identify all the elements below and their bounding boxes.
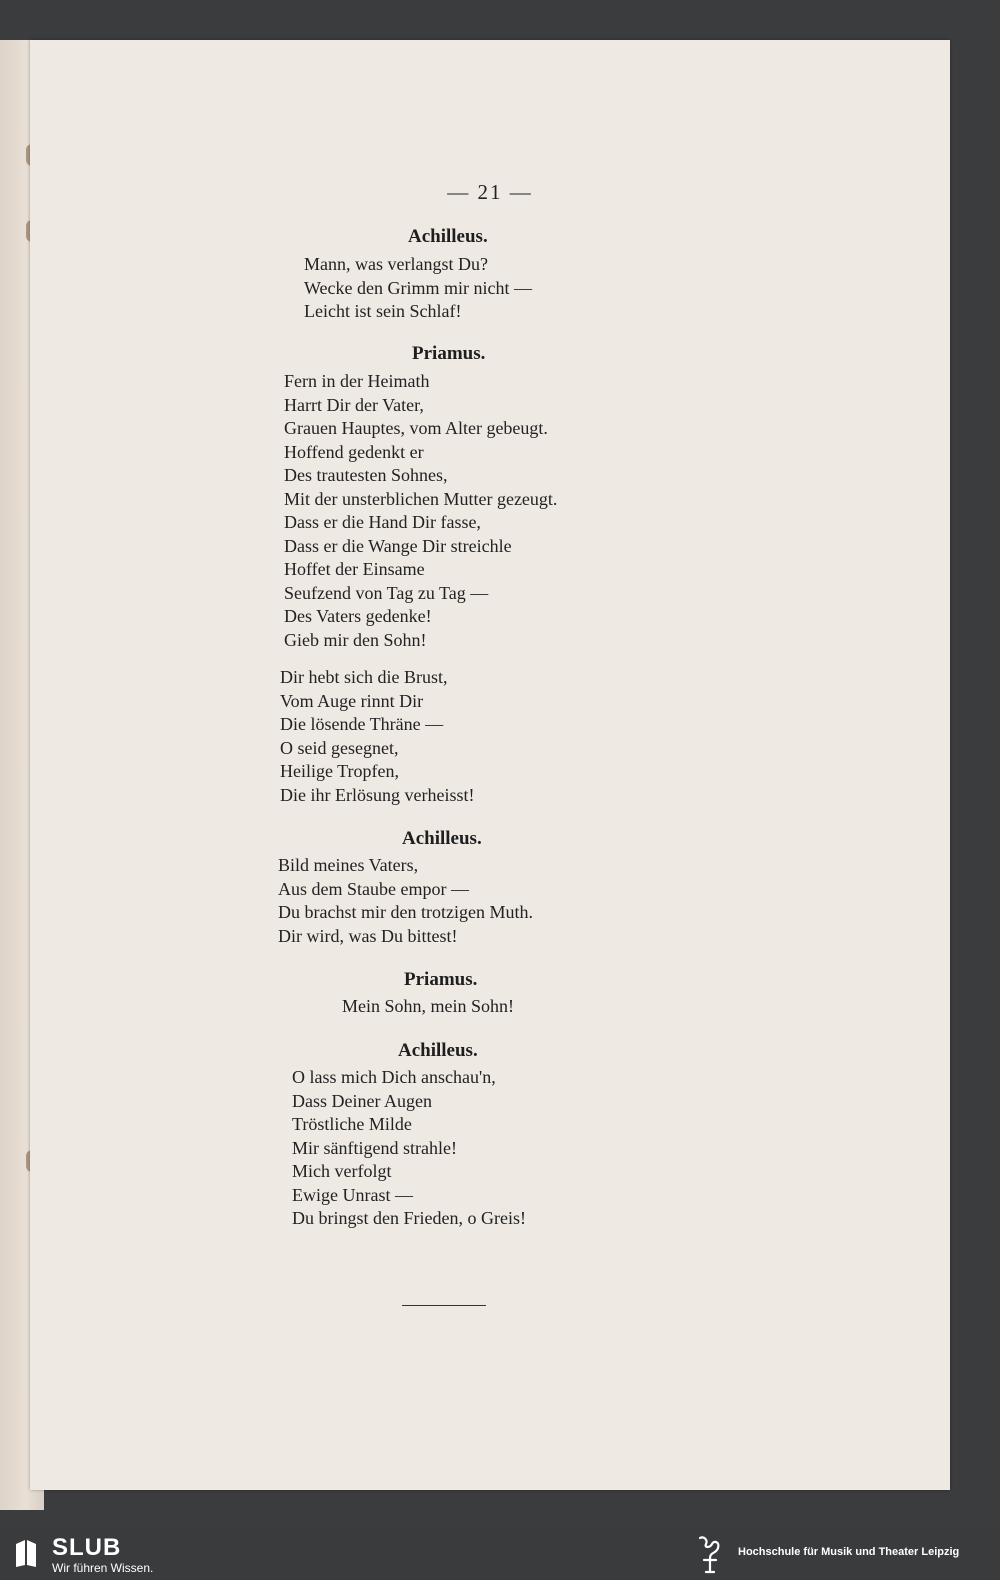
verse-line: Hoffet der Einsame xyxy=(284,559,425,579)
verse-block xyxy=(342,995,514,1019)
verse-line: Mein Sohn, mein Sohn! xyxy=(342,996,515,1016)
verse-line: Des trautesten Sohnes, xyxy=(284,465,448,485)
hmt-emblem-icon xyxy=(694,1534,724,1576)
verse-block xyxy=(292,1066,526,1231)
verse-line: Mir sänftigend strahle! xyxy=(292,1137,457,1158)
speaker-heading: Achilleus. xyxy=(398,1040,478,1061)
verse-line: Harrt Dir der Vater, xyxy=(284,394,424,415)
page-number: — 21 — xyxy=(447,180,533,204)
verse-line: Grauen Hauptes, vom Alter gebeugt. xyxy=(284,418,548,438)
book-page xyxy=(30,40,950,1490)
verse-line: O seid gesegnet, xyxy=(280,737,399,758)
verse-line: Wecke den Grimm mir nicht — xyxy=(304,277,532,298)
slub-tagline: Wir führen Wissen. xyxy=(52,1561,154,1575)
slub-book-icon xyxy=(14,1538,38,1568)
verse-line: Die lösende Thräne — xyxy=(280,714,444,734)
verse-line: Du brachst mir den trotzigen Muth. xyxy=(278,902,533,922)
verse-line: Mich verfolgt xyxy=(292,1161,392,1181)
verse-block xyxy=(278,854,533,948)
speaker-heading: Achilleus. xyxy=(402,828,482,849)
verse-line: Mit der unsterblichen Mutter gezeugt. xyxy=(284,488,558,509)
speaker-heading: Priamus. xyxy=(412,343,486,364)
verse-line: Du bringst den Frieden, o Greis! xyxy=(292,1208,526,1228)
verse-block xyxy=(280,666,474,807)
verse-line: Aus dem Staube empor — xyxy=(278,878,469,899)
verse-line: Vom Auge rinnt Dir xyxy=(280,690,424,711)
verse-line: Dir hebt sich die Brust, xyxy=(280,667,448,687)
verse-line: Fern in der Heimath xyxy=(284,371,430,391)
verse-line: Bild meines Vaters, xyxy=(278,855,419,875)
verse-line: Dass er die Hand Dir fasse, xyxy=(284,512,481,532)
slub-name: SLUB xyxy=(52,1534,122,1561)
verse-line: O lass mich Dich anschau'n, xyxy=(292,1067,496,1087)
verse-line: Die ihr Erlösung verheisst! xyxy=(280,784,475,805)
verse-line: Leicht ist sein Schlaf! xyxy=(304,301,462,321)
verse-line: Dir wird, was Du bittest! xyxy=(278,925,458,946)
verse-line: Tröstliche Milde xyxy=(292,1114,412,1134)
speaker-heading: Priamus. xyxy=(404,969,478,990)
verse-line: Heilige Tropfen, xyxy=(280,761,399,781)
verse-line: Ewige Unrast — xyxy=(292,1184,413,1205)
verse-line: Mann, was verlangst Du? xyxy=(304,254,488,274)
verse-line: Des Vaters gedenke! xyxy=(284,606,432,626)
footer-bar xyxy=(0,1530,1000,1580)
verse-line: Seufzend von Tag zu Tag — xyxy=(284,582,489,603)
end-rule xyxy=(402,1305,486,1306)
hmt-name: Hochschule für Musik und Theater Leipzig xyxy=(738,1546,960,1558)
verse-block xyxy=(304,253,532,324)
speaker-heading: Achilleus. xyxy=(408,226,488,247)
verse-line: Gieb mir den Sohn! xyxy=(284,629,427,650)
verse-line: Hoffend gedenkt er xyxy=(284,441,424,462)
verse-line: Dass er die Wange Dir streichle xyxy=(284,535,512,556)
verse-block xyxy=(284,370,557,652)
verse-line: Dass Deiner Augen xyxy=(292,1090,432,1111)
